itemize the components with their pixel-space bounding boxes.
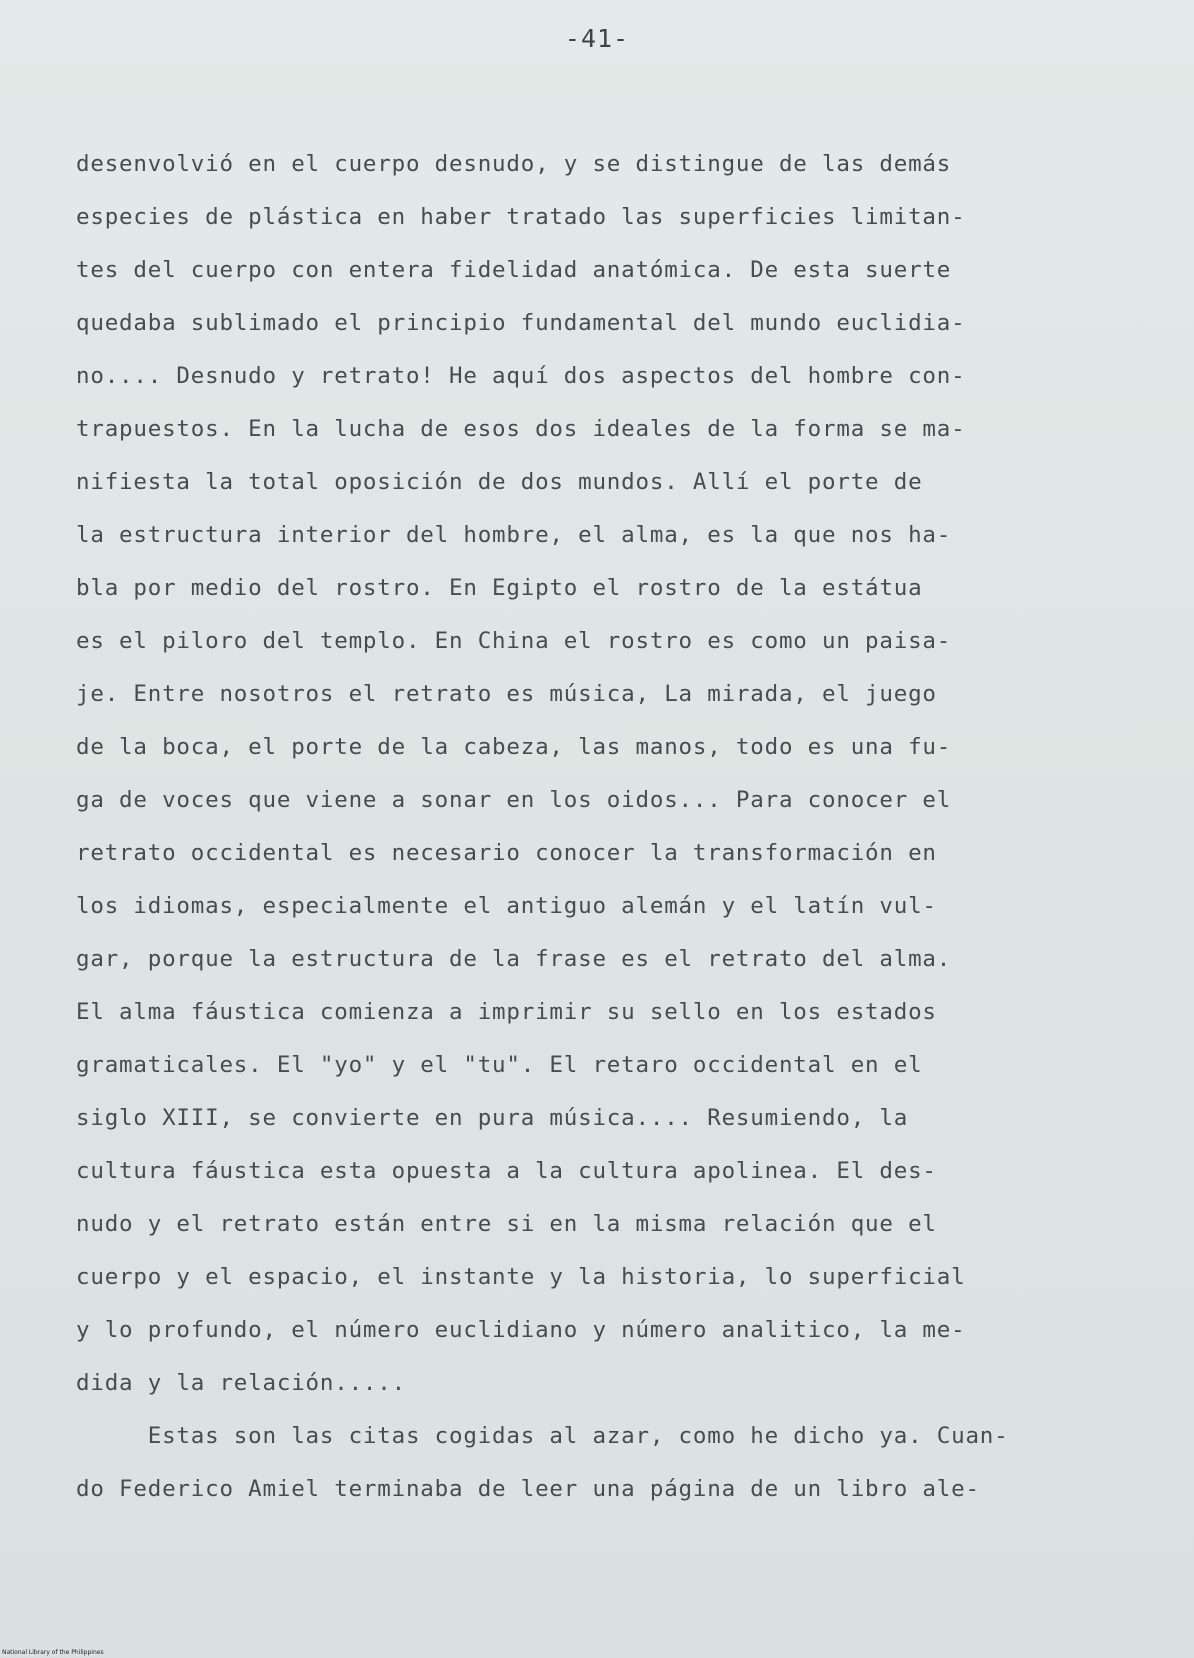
text-line: bla por medio del rostro. En Egipto el rostro de la estátua xyxy=(76,575,923,601)
text-line: siglo XIII, se convierte en pura música.... Resumiendo, la xyxy=(76,1105,909,1131)
text-line: Estas son las citas cogidas al azar, como he dicho ya. Cuan- xyxy=(76,1423,1009,1449)
text-line: no.... Desnudo y retrato! He aquí dos aspectos del hombre con- xyxy=(76,363,966,389)
text-line: do Federico Amiel terminaba de leer una página de un libro ale- xyxy=(76,1476,980,1502)
text-line: especies de plástica en haber tratado las superficies limitan- xyxy=(76,204,966,230)
body-text xyxy=(76,138,1136,1516)
text-line: los idiomas, especialmente el antiguo alemán y el latín vul- xyxy=(76,893,937,919)
text-line: la estructura interior del hombre, el alma, es la que nos ha- xyxy=(76,522,952,548)
text-line: quedaba sublimado el principio fundamental del mundo euclidia- xyxy=(76,310,966,336)
text-line: trapuestos. En la lucha de esos dos ideales de la forma se ma- xyxy=(76,416,966,442)
text-line: cultura fáustica esta opuesta a la cultura apolinea. El des- xyxy=(76,1158,937,1184)
text-line: nudo y el retrato están entre si en la misma relación que el xyxy=(76,1211,937,1237)
text-line: El alma fáustica comienza a imprimir su sello en los estados xyxy=(76,999,937,1025)
text-line: es el piloro del templo. En China el rostro es como un paisa- xyxy=(76,628,952,654)
text-line: gramaticales. El "yo" y el "tu". El retaro occidental en el xyxy=(76,1052,923,1078)
text-line: tes del cuerpo con entera fidelidad anatómica. De esta suerte xyxy=(76,257,952,283)
text-line: y lo profundo, el número euclidiano y número analitico, la me- xyxy=(76,1317,966,1343)
text-line: gar, porque la estructura de la frase es el retrato del alma. xyxy=(76,946,952,972)
text-line: dida y la relación..... xyxy=(76,1370,406,1396)
text-line: nifiesta la total oposición de dos mundos. Allí el porte de xyxy=(76,469,923,495)
text-line: cuerpo y el espacio, el instante y la historia, lo superficial xyxy=(76,1264,966,1290)
text-line: je. Entre nosotros el retrato es música, La mirada, el juego xyxy=(76,681,937,707)
text-line: retrato occidental es necesario conocer la transformación en xyxy=(76,840,937,866)
text-line: de la boca, el porte de la cabeza, las manos, todo es una fu- xyxy=(76,734,952,760)
text-line: desenvolvió en el cuerpo desnudo, y se distingue de las demás xyxy=(76,151,952,177)
text-line: ga de voces que viene a sonar en los oidos... Para conocer el xyxy=(76,787,952,813)
footer-credit: National Library of the Philippines xyxy=(2,1649,104,1656)
page-number: -41- xyxy=(564,24,630,53)
